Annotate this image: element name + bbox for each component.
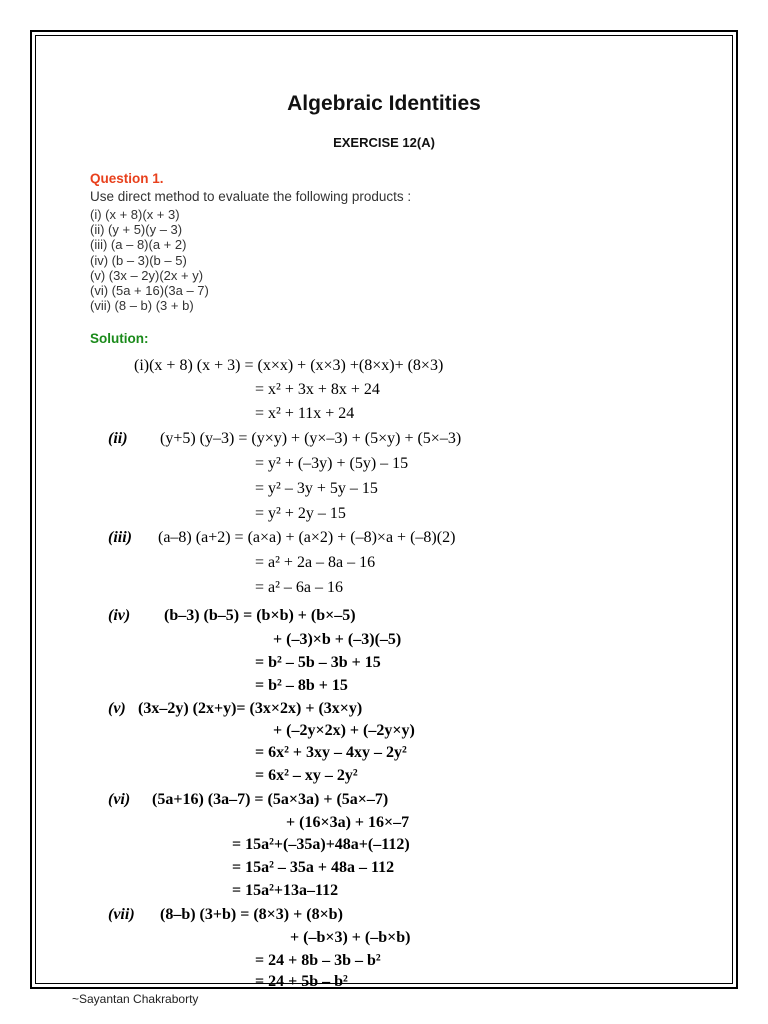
solution-line: = 15a² – 35a + 48a – 112: [232, 859, 395, 876]
solution-part-label: (v): [108, 700, 126, 717]
solution-line: = a² + 2a – 8a – 16: [255, 554, 376, 571]
solution-line: = x² + 3x + 8x + 24: [255, 381, 380, 398]
solution-line: = b² – 8b + 15: [255, 677, 348, 694]
author-footer: ~Sayantan Chakraborty: [72, 992, 199, 1006]
list-item: (vi) (5a + 16)(3a – 7): [90, 283, 209, 299]
solution-line: = 6x² – xy – 2y²: [255, 767, 358, 784]
solution-line: = 15a²+(–35a)+48a+(–112): [232, 836, 410, 853]
solution-line: (y+5) (y–3) = (y×y) + (y×–3) + (5×y) + (5×–3): [160, 430, 462, 447]
list-item: (vii) (8 – b) (3 + b): [90, 298, 194, 314]
solution-line: = 24 + 8b – 3b – b²: [255, 952, 381, 969]
solution-line: = a² – 6a – 16: [255, 579, 344, 596]
solution-line: (b–3) (b–5) = (b×b) + (b×–5): [164, 607, 356, 624]
question-items: [90, 207, 209, 313]
solution-line: (3x–2y) (2x+y)= (3x×2x) + (3x×y): [138, 700, 363, 717]
solution-line: = y² + 2y – 15: [255, 505, 346, 522]
solution-line: = 15a²+13a–112: [232, 882, 339, 899]
solution-part-label: (iii): [108, 529, 132, 546]
solution-line: (i)(x + 8) (x + 3) = (x×x) + (x×3) +(8×x)+ (8×3): [134, 357, 444, 374]
solution-part-label: (iv): [108, 607, 131, 624]
solution-line: = y² + (–3y) + (5y) – 15: [255, 455, 409, 472]
question-label: Question 1.: [90, 171, 164, 186]
solution-line: + (16×3a) + 16×–7: [286, 814, 410, 831]
solution-part-label: (vii): [108, 906, 135, 923]
solution-label: Solution:: [90, 331, 149, 346]
page-title: Algebraic Identities: [287, 92, 481, 115]
list-item: (ii) (y + 5)(y – 3): [90, 222, 183, 238]
solution-line: + (–2y×2x) + (–2y×y): [273, 722, 415, 739]
solution-line: = y² – 3y + 5y – 15: [255, 480, 378, 497]
solution-line: (5a+16) (3a–7) = (5a×3a) + (5a×–7): [152, 791, 389, 808]
solution-line: + (–3)×b + (–3)(–5): [273, 631, 402, 648]
solution-line: = b² – 5b – 3b + 15: [255, 654, 381, 671]
solution-part-label: (vi): [108, 791, 131, 808]
solution-line: = 6x² + 3xy – 4xy – 2y²: [255, 744, 407, 761]
solution-line: (a–8) (a+2) = (a×a) + (a×2) + (–8)×a + (–8)(2): [158, 529, 456, 546]
list-item: (v) (3x – 2y)(2x + y): [90, 267, 204, 283]
list-item: (i) (x + 8)(x + 3): [90, 207, 180, 222]
solution-line: (8–b) (3+b) = (8×3) + (8×b): [160, 906, 343, 923]
solution-line: = 24 + 5b – b²: [255, 973, 348, 990]
solution-part-label: (ii): [108, 430, 128, 447]
exercise-heading: EXERCISE 12(A): [333, 135, 435, 150]
question-instruction: Use direct method to evaluate the following products :: [90, 189, 412, 204]
list-item: (iii) (a – 8)(a + 2): [90, 237, 187, 253]
solution-line: + (–b×3) + (–b×b): [290, 929, 411, 946]
solution-line: = x² + 11x + 24: [255, 405, 355, 422]
list-item: (iv) (b – 3)(b – 5): [90, 252, 187, 268]
